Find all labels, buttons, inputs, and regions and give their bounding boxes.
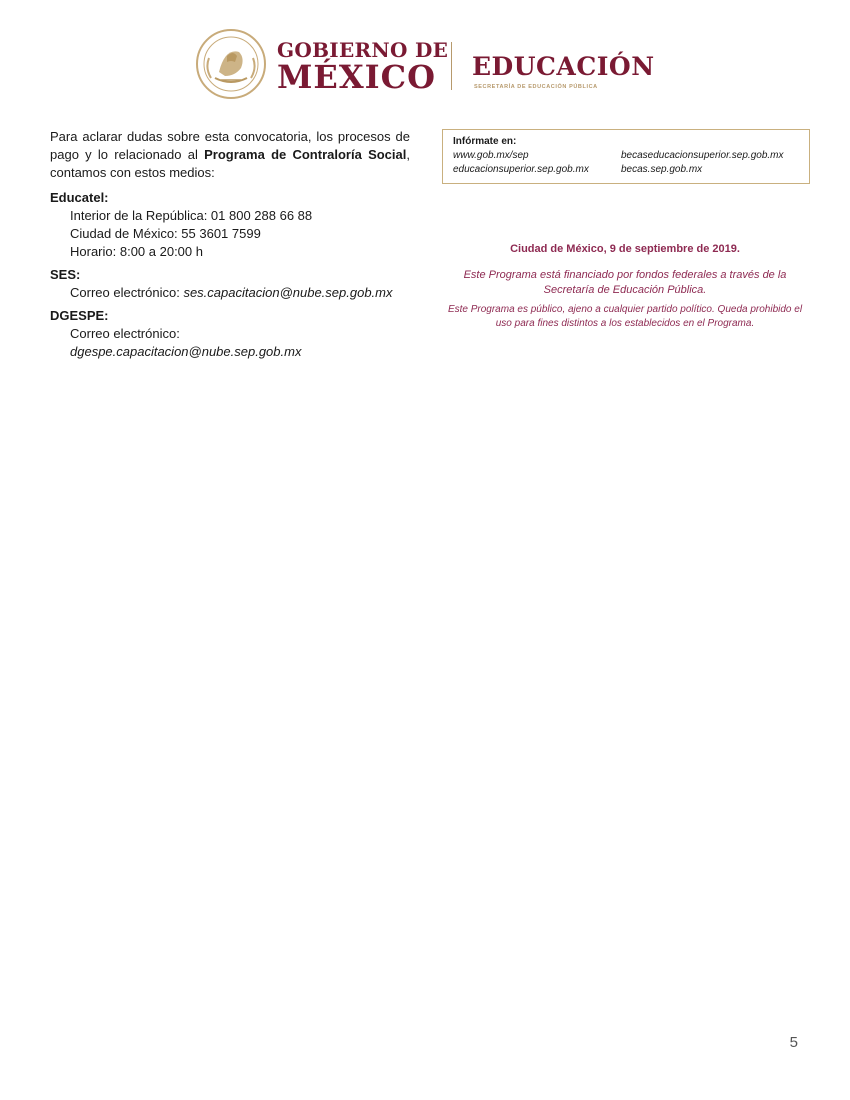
dgespe-email-line: [50, 325, 410, 361]
mexican-coat-of-arms-icon: [195, 28, 267, 100]
page-header: [195, 26, 655, 104]
link-becas-educacion-superior[interactable]: becaseducacionsuperior.sep.gob.mx: [621, 150, 784, 161]
educatel-line: Interior de la República: 01 800 288 66 88: [70, 208, 313, 223]
educatel-line: Horario: 8:00 a 20:00 h: [70, 244, 203, 259]
financing-note: Este Programa está financiado por fondos federales a través de la Secretaría de Educación Pública.: [463, 269, 787, 296]
intro-bold-program: Programa de Contraloría Social: [204, 147, 407, 162]
contact-intro: [50, 128, 410, 182]
info-box-row: [453, 163, 799, 177]
secretaria-subtitle: SECRETARÍA DE EDUCACIÓN PÚBLICA: [474, 84, 598, 90]
educacion-logo: EDUCACIÓN: [472, 52, 655, 81]
ses-email-line: [50, 284, 410, 302]
link-gob-sep[interactable]: www.gob.mx/sep: [453, 150, 529, 161]
page-number: 5: [789, 1034, 798, 1051]
footer-notes: [440, 243, 810, 331]
info-box: [442, 129, 810, 184]
contact-section: [50, 128, 410, 361]
header-divider: [451, 42, 452, 90]
gobierno-line1: GOBIERNO DE: [277, 38, 449, 62]
gobierno-de-mexico-logo: [277, 38, 449, 96]
dgespe-email-link[interactable]: dgespe.capacitacion@nube.sep.gob.mx: [70, 344, 302, 359]
info-box-title: Infórmate en:: [453, 136, 517, 147]
intro-text-end: , contamos con estos medios:: [50, 147, 410, 180]
public-program-notice: Este Programa es público, ajeno a cualquier partido político. Queda prohibido el uso para fines distintos a los establecidos en el Programa.: [447, 304, 803, 329]
dgespe-heading: DGESPE:: [50, 308, 109, 323]
gobierno-line2: MÉXICO: [277, 58, 436, 96]
info-box-row: [453, 149, 799, 163]
ses-heading: SES:: [50, 267, 81, 282]
dgespe-email-label: Correo electrónico:: [70, 326, 180, 341]
educatel-line: Ciudad de México: 55 3601 7599: [70, 226, 261, 241]
link-educacion-superior[interactable]: educacionsuperior.sep.gob.mx: [453, 164, 589, 175]
ses-email-link[interactable]: ses.capacitacion@nube.sep.gob.mx: [183, 285, 393, 300]
link-becas-sep[interactable]: becas.sep.gob.mx: [621, 164, 703, 175]
ses-email-label: Correo electrónico:: [70, 285, 184, 300]
educatel-heading: Educatel:: [50, 190, 109, 205]
document-date: Ciudad de México, 9 de septiembre de 2019.: [510, 243, 740, 255]
intro-text: Para aclarar dudas sobre esta convocatoria, los procesos de pago y lo relacionado al: [50, 129, 410, 162]
